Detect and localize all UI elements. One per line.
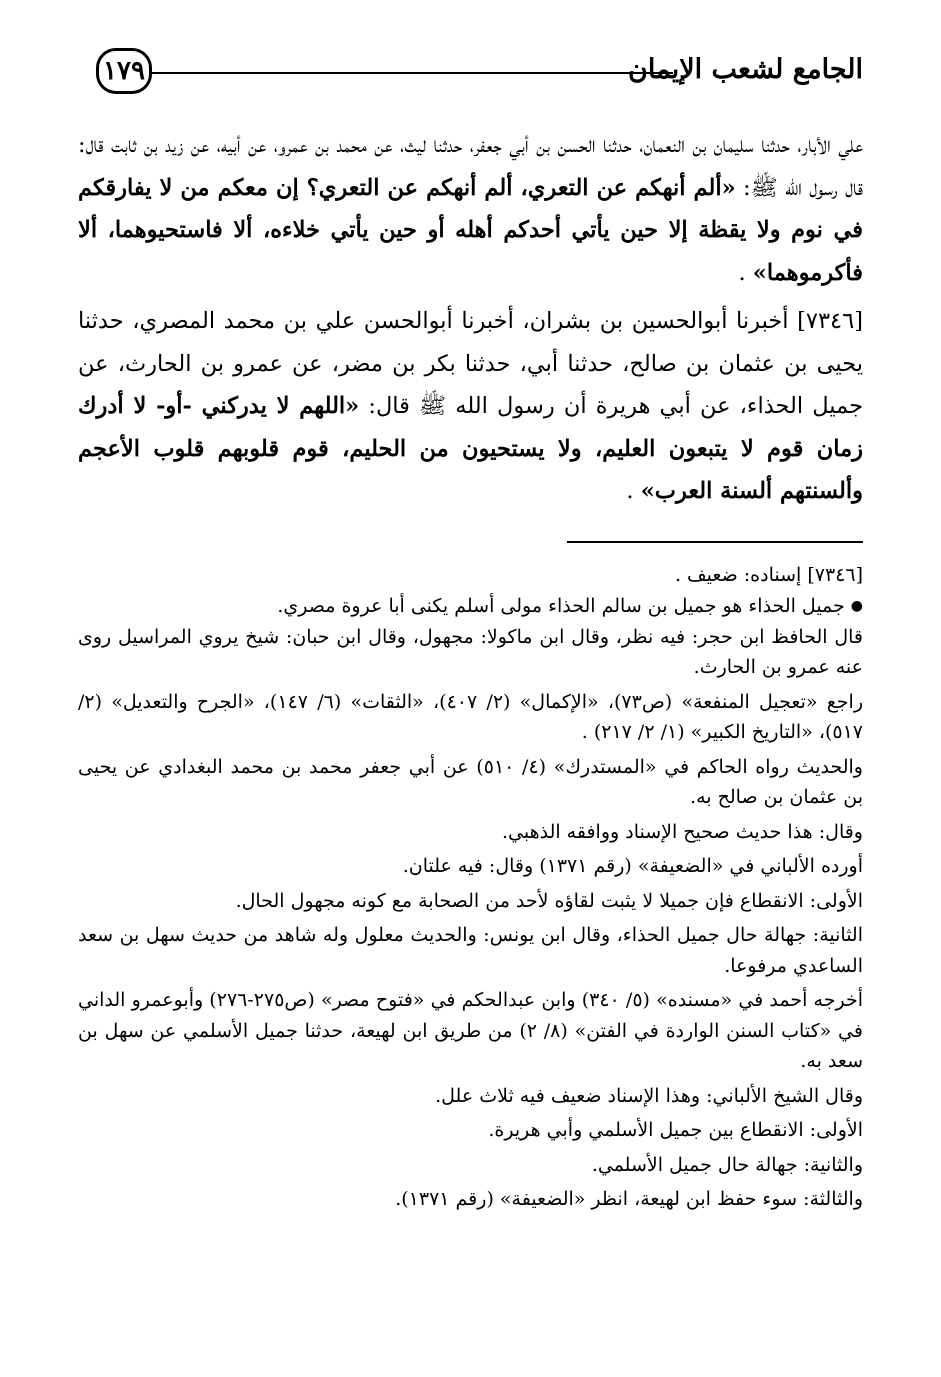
- footnote-line: وقال الشيخ الألباني: وهذا الإسناد ضعيف فيه ثلاث علل.: [435, 1084, 863, 1107]
- hadith-paragraph-2: [78, 300, 863, 513]
- footnote-heading: [٧٣٤٦] إسناده: ضعيف .: [674, 564, 863, 586]
- isnad-text: علي الأبار، حدثنا سليمان بن النعمان، حدثنا الحسن بن أبي جعفر، حدثنا ليث، عن محمد بن عمرو، عن أبيه، عن زيد بن ثابت قال: قال رسول الله ﷺ:: [78, 132, 863, 201]
- footnote-line: الأولى: الانقطاع بين جميل الأسلمي وأبي هريرة.: [488, 1119, 863, 1142]
- running-title: الجامع لشعب الإيمان: [628, 54, 863, 85]
- hadith-matn: «ألم أنهكم عن التعري، ألم أنهكم عن التعري؟ إن معكم من لا يفارقكم في نوم ولا يقظة إلا حين يأتي أحدكم أهله أو حين يأتي خلاءه، ألا فاستحيوهما، ألا فأكرموهما»: [78, 174, 863, 286]
- footnote-line: والثالثة: سوء حفظ ابن لهيعة، انظر «الضعيفة» (رقم ١٣٧١).: [395, 1188, 863, 1211]
- footnote-line: وقال: هذا حديث صحيح الإسناد ووافقه الذهبي.: [501, 820, 863, 843]
- paragraph-end: .: [626, 478, 641, 504]
- footnote-line: أخرجه أحمد في «مسنده» (٥/ ٣٤٠) وابن عبدالحكم في «فتوح مصر» (ص٢٧٥-٢٧٦) وأبوعمرو الداني في «كتاب السنن الواردة في الفتن» (٨/ ٢) من طريق ابن لهيعة، حدثنا جميل الأسلمي عن سهل بن سعد به.: [78, 989, 863, 1073]
- main-text: [78, 124, 863, 513]
- footnote-line: قال الحافظ ابن حجر: فيه نظر، وقال ابن ماكولا: مجهول، وقال ابن حبان: شيخ يروي المراسيل روى عنه عمرو بن الحارث.: [78, 625, 863, 679]
- bullet-icon: ●: [850, 598, 863, 615]
- footnote-line: الأولى: الانقطاع فإن جميلا لا يثبت لقاؤه لأحد من الصحابة مع كونه مجهول الحال.: [235, 889, 863, 912]
- footnote-divider: [567, 541, 863, 543]
- isnad-text: [٧٣٤٦] أخبرنا أبوالحسين بن بشران، أخبرنا أبوالحسن علي بن محمد المصري، حدثنا يحيى بن عثمان بن صالح، حدثنا أبي، حدثنا بكر بن مضر، عن عمرو بن الحارث، عن جميل الحذاء، عن أبي هريرة أن رسول الله ﷺ قال:: [78, 308, 863, 419]
- footnote-line: الثانية: جهالة حال جميل الحذاء، وقال ابن يونس: والحديث معلول وله شاهد من حديث سهل بن سعد الساعدي مرفوعا.: [78, 924, 863, 977]
- footnote-line: والثانية: جهالة حال جميل الأسلمي.: [591, 1153, 863, 1176]
- page-header: [96, 44, 863, 102]
- footnote-text: جميل الحذاء هو جميل بن سالم الحذاء مولى أسلم يكنى أبا عروة مصري.: [277, 594, 845, 617]
- footnote-line: والحديث رواه الحاكم في «المستدرك» (٤/ ٥١٠) عن أبي جعفر محمد بن محمد البغدادي عن يحيى بن عثمان بن صالح به.: [78, 755, 863, 809]
- footnote-line: أورده الألباني في «الضعيفة» (رقم ١٣٧١) وقال: فيه علتان.: [402, 855, 863, 878]
- hadith-paragraph-1: [78, 124, 863, 294]
- footnote-line: راجع «تعجيل المنفعة» (ص٧٣)، «الإكمال» (٢/ ٤٠٧)، «الثقات» (٦/ ١٤٧)، «الجرح والتعديل» (٢/ ٥١٧)، «التاريخ الكبير» (١/ ٢/ ٢١٧) .: [78, 690, 864, 744]
- hadith-matn: «اللهم لا يدركني -أو- لا أدرك زمان قوم لا يتبعون العليم، ولا يستحيون من الحليم، قوم قلوبهم قلوب الأعجم وألسنتهم ألسنة العرب»: [78, 393, 863, 504]
- footnote-line: [78, 591, 863, 622]
- footnotes: [78, 560, 863, 1215]
- page-number: ١٧٩: [96, 48, 152, 94]
- paragraph-end: .: [738, 259, 753, 286]
- header-rule: [152, 72, 673, 74]
